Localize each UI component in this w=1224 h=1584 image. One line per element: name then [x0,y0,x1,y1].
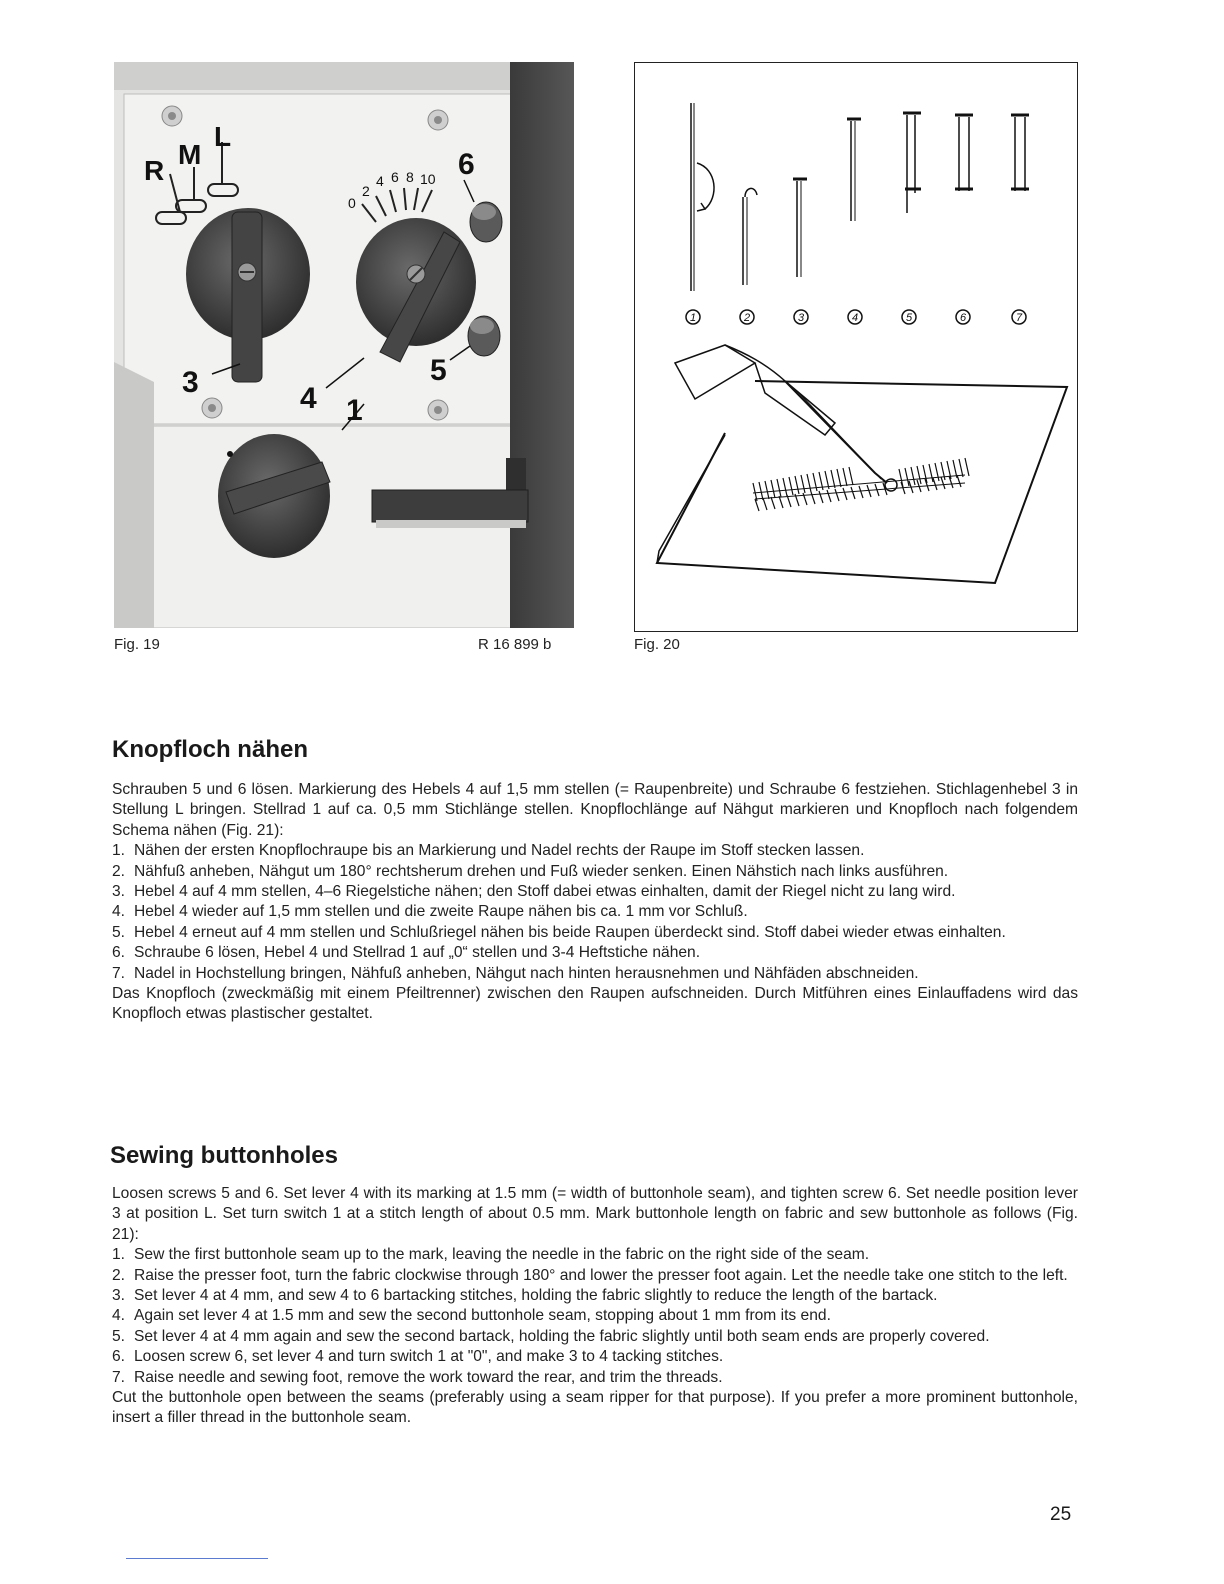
step-label-4: 4 [851,312,859,324]
english-body [112,1184,1078,1429]
label-R: R [144,155,165,186]
tick-4: 4 [376,173,384,189]
tick-10: 10 [420,171,436,187]
list-item: 5. Set lever 4 at 4 mm again and sew the second bartack, holding the fabric slightly until both seam ends are properly covered. [112,1327,990,1345]
list-item: 7. Nadel in Hochstellung bringen, Nähfuß anheben, Nähgut nach hinten herausnehmen und Nähfäden abschneiden. [112,964,919,982]
step-label-1: 1 [689,312,697,324]
english-intro: Loosen screws 5 and 6. Set lever 4 with its marking at 1.5 mm (= width of buttonhole seam), and tighten screw 6. Set needle position lever 3 at position L. Set turn switch 1 at a stitch length of about 0.5 mm. Mark buttonhole length on fabric and sew buttonhole as follows (Fig. 21): [112,1185,1078,1243]
english-outro: Cut the buttonhole open between the seams (preferably using a seam ripper for that purpose). If you prefer a more prominent buttonhole, insert a filler thread in the buttonhole seam. [112,1389,1078,1427]
german-intro: Schrauben 5 und 6 lösen. Markierung des Hebels 4 auf 1,5 mm stellen (= Raupenbreite) und Schraube 6 festziehen. Stichlagenhebel 3 in Stellung L bringen. Stellrad 1 auf ca. 0,5 mm Stichlänge stellen. Knopflochlänge auf Nähgut markieren und Knopfloch nach folgendem Schema nähen (Fig. 21): [112,781,1078,839]
tick-6: 6 [391,169,399,185]
list-item: 5. Hebel 4 erneut auf 4 mm stellen und Schlußriegel nähen bis beide Raupen überdeckt sind. Stoff dabei wieder etwas einhalten. [112,923,1006,941]
page-number: 25 [1050,1504,1072,1525]
step-label-5: 5 [905,312,913,324]
list-item: 3. Hebel 4 auf 4 mm stellen, 4–6 Riegelstiche nähen; den Stoff dabei etwas einhalten, damit der Riegel nicht zu lang wird. [112,883,956,901]
list-item: 6. Schraube 6 lösen, Hebel 4 und Stellrad 1 auf „0“ stellen und 3-4 Heftstiche nähen. [112,944,701,962]
list-item: 1. Nähen der ersten Knopflochraupe bis an Markierung und Nadel rechts der Raupe im Stoff stecken lassen. [112,842,865,860]
label-4: 4 [300,382,317,415]
buttonhole-sequence-illustration [635,63,1076,630]
footer-rule [126,1558,268,1559]
german-title: Knopfloch nähen [112,736,308,763]
list-item: 6. Loosen screw 6, set lever 4 and turn switch 1 at "0", and make 3 to 4 tacking stitches. [112,1348,724,1366]
step-label-2: 2 [743,312,751,324]
label-M: M [178,139,202,170]
german-body [112,780,1078,1025]
step-label-6: 6 [959,312,967,324]
list-item: 4. Again set lever 4 at 1.5 mm and sew the second buttonhole seam, stopping about 1 mm from its end. [112,1307,831,1325]
list-item: 2. Nähfuß anheben, Nähgut um 180° rechtsherum drehen und Fuß wieder senken. Einen Nähstich nach links ausführen. [112,862,949,880]
list-item: 4. Hebel 4 wieder auf 1,5 mm stellen und die zweite Raupe nähen bis ca. 1 mm vor Schluß. [112,903,748,921]
list-item: 7. Raise needle and sewing foot, remove the work toward the rear, and trim the threads. [112,1368,723,1386]
fig20-drawing [634,62,1078,632]
label-1: 1 [346,394,363,427]
fig20-caption: Fig. 20 [634,636,680,653]
tick-0: 0 [348,195,356,211]
fig19-caption: Fig. 19 [114,636,160,653]
fig19-photo [114,62,574,628]
control-panel-illustration [114,62,574,628]
german-outro: Das Knopfloch (zweckmäßig mit einem Pfeiltrenner) zwischen den Raupen aufschneiden. Durch Mitführen eines Einlauffadens wird das Knopfloch etwas plastischer gestaltet. [112,985,1078,1023]
step-label-3: 3 [797,312,805,324]
fig19-reference: R 16 899 b [478,636,552,653]
label-5: 5 [430,354,447,387]
label-3: 3 [182,366,199,399]
list-item: 2. Raise the presser foot, turn the fabric clockwise through 180° and lower the presser foot again. Let the needle take one stitch to the left. [112,1266,1068,1284]
list-item: 1. Sew the first buttonhole seam up to the mark, leaving the needle in the fabric on the right side of the seam. [112,1246,870,1264]
tick-8: 8 [406,169,414,185]
german-steps [112,841,1078,984]
english-steps [112,1245,1078,1388]
step-label-7: 7 [1015,312,1023,324]
english-title: Sewing buttonholes [110,1142,338,1169]
tick-2: 2 [362,183,370,199]
label-L: L [214,121,232,152]
label-6: 6 [458,148,475,181]
list-item: 3. Set lever 4 at 4 mm, and sew 4 to 6 bartacking stitches, holding the fabric slightly to reduce the length of the bartack. [112,1287,938,1305]
